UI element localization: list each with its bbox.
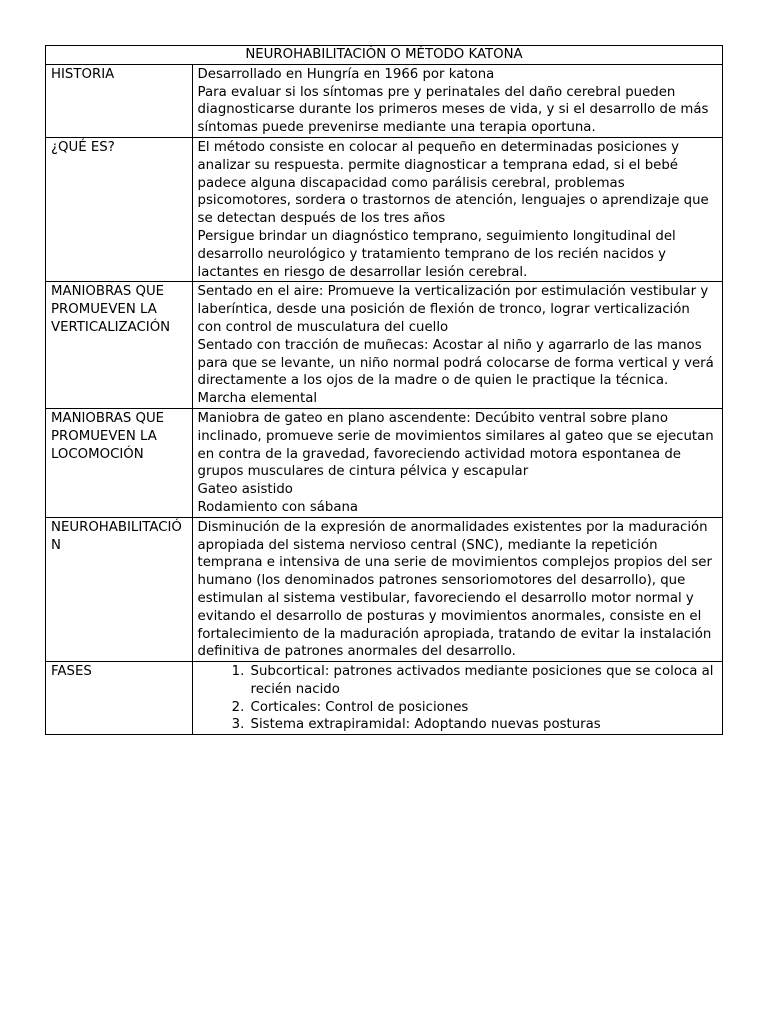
content-fases [192,662,722,735]
katona-table [45,45,723,735]
content-maniobras-locomocion [192,408,722,517]
row-neurohabilitacion [46,517,723,661]
neurohabilitacion-paragraph: Disminución de la expresión de anormalidades existentes por la maduración apropiada del sistema nervioso central (SNC), mediante la repetición temprana e intensiva de una serie de movimientos complejos propios del ser humano (los denominados patrones sensoriomotores del desarrollo), que estimulan al sistema vestibular, favoreciendo el desarrollo motor normal y evitando el desarrollo de posturas y movimientos anormales, consiste en el fortalecimiento de la maduración apropiada, tratando de evitar la instalación definitiva de patrones anormales del desarrollo. [197,519,712,660]
label-neurohabilitacion: NEUROHABILITACIÓN [46,517,193,661]
label-historia: HISTORIA [46,64,193,137]
row-fases [46,662,723,735]
label-fases: FASES [46,662,193,735]
label-que-es: ¿QUÉ ES? [46,137,193,281]
locomocion-paragraph: Gateo asistido [197,482,293,498]
row-historia [46,64,723,137]
row-maniobras-locomocion [46,408,723,517]
label-maniobras-locomocion: MANIOBRAS QUE PROMUEVEN LA LOCOMOCIÓN [46,408,193,517]
verticalizacion-paragraph: Marcha elemental [197,391,318,407]
row-maniobras-verticalizacion [46,282,723,409]
content-maniobras-verticalizacion [192,282,722,409]
table-title: NEUROHABILITACIÓN O MÉTODO KATONA [46,46,723,65]
list-item: 3. Sistema extrapiramidal: Adoptando nuevas posturas [249,716,717,734]
list-item: 2. Corticales: Control de posiciones [249,699,717,717]
label-maniobras-verticalizacion: MANIOBRAS QUE PROMUEVEN LA VERTICALIZACIÓN [46,282,193,409]
verticalizacion-paragraph: Sentado en el aire: Promueve la verticalización por estimulación vestibular y laberíntica, desde una posición de flexión de tronco, lograr verticalización con control de musculatura del cuello [197,284,709,335]
historia-paragraph: Desarrollado en Hungría en 1966 por katona [197,66,495,82]
que-es-paragraph: El método consiste en colocar al pequeño en determinadas posiciones y analizar su respuesta. permite diagnosticar a temprana edad, si el bebé padece alguna discapacidad como parálisis cerebral, problemas psicomotores, sordera o trastornos de atención, lenguajes o aprendizaje que se detectan después de los tres años [197,139,709,227]
locomocion-paragraph: Rodamiento con sábana [197,499,359,515]
phases-list [198,663,717,734]
content-que-es [192,137,722,281]
row-que-es [46,137,723,281]
locomocion-paragraph: Maniobra de gateo en plano ascendente: Decúbito ventral sobre plano inclinado, promueve serie de movimientos similares al gateo que se ejecutan en contra de la gravedad, favoreciendo actividad motora espontanea de grupos musculares de cintura pélvica y escapular [197,410,714,480]
content-neurohabilitacion [192,517,722,661]
content-historia [192,64,722,137]
verticalizacion-paragraph: Sentado con tracción de muñecas: Acostar al niño y agarrarlo de las manos para que se levante, un niño normal podrá colocarse de forma vertical y verá directamente a los ojos de la madre o de quien le practique la técnica. [197,337,714,389]
historia-paragraph: Para evaluar si los síntomas pre y perinatales del daño cerebral pueden diagnosticarse durante los primeros meses de vida, y si el desarrollo de más síntomas puede prevenirse mediante una terapia oportuna. [197,84,709,136]
que-es-paragraph: Persigue brindar un diagnóstico temprano, seguimiento longitudinal del desarrollo neurológico y tratamiento temprano de los recién nacidos y lactantes en riesgo de desarrollar lesión cerebral. [197,228,676,280]
list-item: 1. Subcortical: patrones activados mediante posiciones que se coloca al recién nacido [249,663,717,699]
title-row [46,46,723,65]
